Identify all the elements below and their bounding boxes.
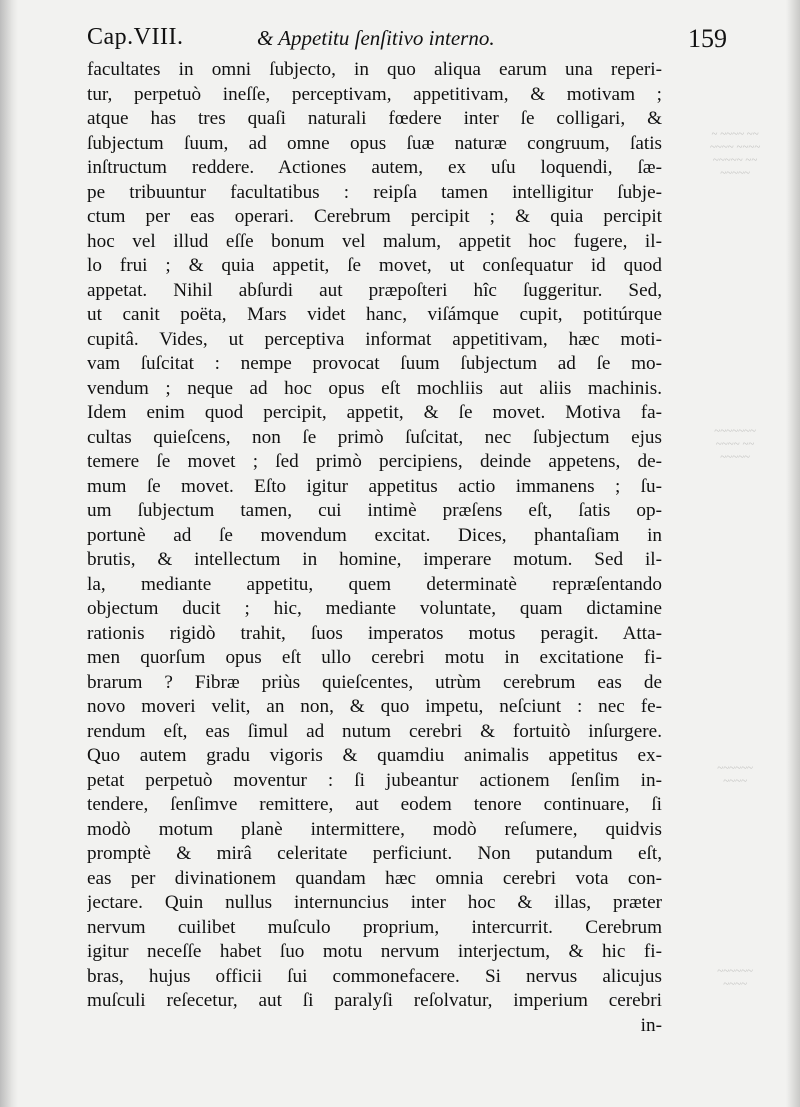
text-line: brarum ? Fibræ priùs quieſcentes, utrùm cerebrum eas de — [87, 671, 662, 693]
text-line: brutis, & intellectum in homine, imperare motum. Sed il- — [87, 549, 662, 570]
text-line: inſtructum reddere. Actiones autem, ex uſu loquendi, ſæ- — [87, 157, 662, 178]
text-line: pe tribuuntur facultatibus : reipſa tamen intelligitur ſubje- — [87, 181, 662, 203]
text-line: temere ſe movet ; ſed primò percipiens, deinde appetens, de- — [87, 451, 662, 472]
text-line: nervum cuilibet muſculo proprium, intercurrit. Cerebrum — [87, 916, 662, 938]
text-line: Quo autem gradu vigoris & quamdiu animalis appetitus ex- — [87, 745, 662, 766]
text-line: tur, perpetuò ineſſe, perceptivam, appetitivam, & motivam ; — [87, 83, 662, 105]
text-line: promptè & mirâ celeritate perficiunt. Non putandum eſt, — [87, 843, 662, 864]
text-line: ctum per eas operari. Cerebrum percipit ; & quia percipit — [87, 206, 662, 227]
text-line: in- — [640, 1014, 662, 1036]
running-head — [87, 24, 727, 58]
text-line: objectum ducit ; hic, mediante voluntate, quam dictamine — [87, 598, 662, 619]
text-line: eas per divinationem quandam hæc omnia cerebri vota con- — [87, 867, 662, 889]
text-line: bras, hujus officii ſui commonefacere. Si nervus alicujus — [87, 965, 662, 987]
text-line: petat perpetuò moventur : ſi jubeantur actionem ſenſim in- — [87, 769, 662, 791]
text-line: portunè ad ſe movendum excitat. Dices, phantaſiam in — [87, 524, 662, 546]
text-line: cultas quieſcens, non ſe primò ſuſcitat, nec ſubjectum ejus — [87, 426, 662, 448]
text-line: mum ſe movet. Eſto igitur appetitus actio immanens ; ſu- — [87, 475, 662, 497]
text-line: appetat. Nihil abſurdi aut præpoſteri hîc ſuggeritur. Sed, — [87, 279, 662, 301]
text-line: vam ſuſcitat : nempe provocat ſuum ſubjectum ad ſe mo- — [87, 353, 662, 374]
text-line: modò motum planè intermittere, modò reſumere, quidvis — [87, 818, 662, 840]
text-line: hoc vel illud eſſe bonum vel malum, appetit hoc fugere, il- — [87, 230, 662, 252]
text-line: tendere, ſenſimve remittere, aut eodem tenore continuare, ſi — [87, 794, 662, 815]
text-line: ut canit poëta, Mars videt hanc, viſámque cupit, potitúrque — [87, 304, 662, 325]
bleed-through-margin-note: ~ ~~~~ ~~ ~~~~ ~~~~ ~~~~~ ~~ ~~~~~ — [709, 128, 761, 179]
text-line: cupitâ. Vides, ut perceptiva informat appetitivam, hæc moti- — [87, 328, 662, 350]
chapter-label: Cap.VIII. — [87, 24, 184, 50]
bleed-through-margin-note: ~~~~~~ ~~~~ — [717, 762, 753, 787]
body-text — [87, 58, 662, 1038]
page-number: 159 — [688, 24, 727, 53]
text-line: lo frui ; & quia appetit, ſe movet, ut conſequatur id quod — [87, 255, 662, 276]
bleed-through-margin-note: ~~~~~~~ ~~~~ ~~ ~~~~~ — [714, 425, 756, 463]
text-line: rendum eſt, eas ſimul ad nutum cerebri & fortuitò inſurgere. — [87, 720, 662, 742]
text-line: muſculi reſecetur, aut ſi paralyſi reſolvatur, imperium cerebri — [87, 990, 662, 1011]
text-line: jectare. Quin nullus internuncius inter hoc & illas, præter — [87, 892, 662, 913]
text-line: facultates in omni ſubjecto, in quo aliqua earum una reperi- — [87, 59, 662, 80]
text-line: ſubjectum ſuum, ad omne opus ſuæ naturæ congruum, ſatis — [87, 132, 662, 154]
text-line: atque has tres quaſi naturali fœdere inter ſe colligari, & — [87, 108, 662, 129]
text-line: vendum ; neque ad hoc opus eſt mochliis aut aliis machinis. — [87, 377, 662, 399]
bleed-through-margin-note: ~~~~~~ ~~~~ — [717, 965, 753, 990]
text-line: um ſubjectum tamen, cui intimè præſens eſt, ſatis op- — [87, 500, 662, 521]
text-line: rationis rigidò trahit, ſuos imperatos motus peragit. Atta- — [87, 622, 662, 644]
text-line: novo moveri velit, an non, & quo impetu, neſciunt : nec fe- — [87, 696, 662, 717]
text-line: la, mediante appetitu, quem determinatè repræſentando — [87, 573, 662, 595]
text-line: igitur neceſſe habet ſuo motu nervum interjectum, & hic fi- — [87, 941, 662, 962]
text-line: men quorſum opus eſt ullo cerebri motu in excitatione fi- — [87, 647, 662, 668]
running-title: & Appetitu ſenſitivo interno. — [257, 26, 495, 50]
text-line: Idem enim quod percipit, appetit, & ſe movet. Motiva fa- — [87, 402, 662, 423]
binding-shadow — [0, 0, 18, 1107]
